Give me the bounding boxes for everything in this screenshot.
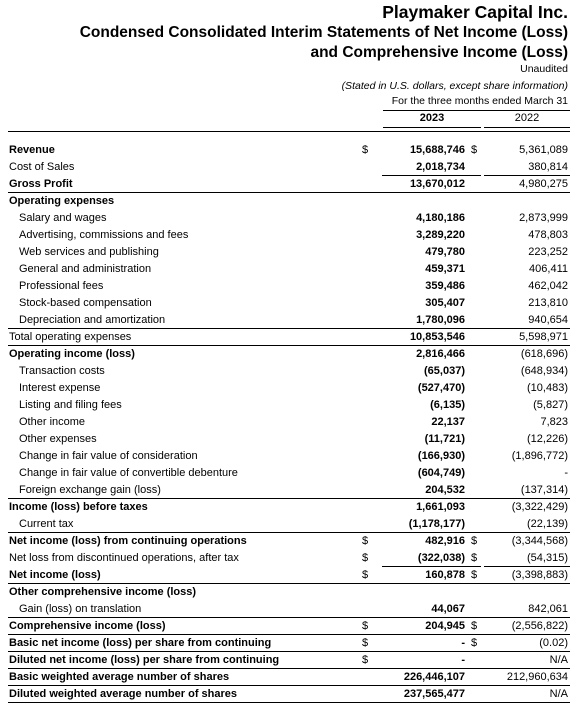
value-2023: 160,878 [425,569,465,581]
row-top-rule [8,651,570,652]
row-label: Web services and publishing [19,246,159,258]
value-2023: (166,930) [417,450,465,462]
subtotal-rule-2023 [382,175,481,176]
currency-symbol-2023: $ [362,535,369,547]
value-2022: (618,696) [520,348,568,360]
row-label: Interest expense [19,382,101,394]
table-row [0,176,577,193]
value-2023: 3,289,220 [416,229,465,241]
statement-table [0,142,577,703]
row-label: Total operating expenses [9,331,132,343]
row-top-rule [8,532,570,533]
value-2023: (604,749) [417,467,465,479]
row-label: Foreign exchange gain (loss) [19,484,161,496]
value-2023: (11,721) [424,433,465,445]
table-row [0,601,577,618]
value-2023: 359,486 [425,280,465,292]
row-label: Transaction costs [19,365,105,377]
value-2022: (2,556,822) [511,620,568,632]
table-row [0,312,577,329]
period-underline [383,110,570,111]
row-label: Stock-based compensation [19,297,152,309]
table-row [0,346,577,363]
table-row [0,686,577,703]
year-prior-header: 2022 [514,112,540,124]
value-2022: (1,896,772) [511,450,568,462]
row-label: Listing and filing fees [19,399,122,411]
value-2023: 15,688,746 [409,144,465,156]
value-2022: N/A [549,688,568,700]
table-row [0,550,577,567]
value-2022: (3,322,429) [511,501,568,513]
table-row [0,499,577,516]
table-row [0,567,577,584]
row-label: Gross Profit [9,178,73,190]
value-2022: (3,398,883) [511,569,568,581]
table-row [0,295,577,312]
row-top-rule [8,498,570,499]
table-row [0,278,577,295]
row-label: Other comprehensive income (loss) [9,586,197,598]
value-2023: - [461,654,465,666]
currency-symbol-2023: $ [362,654,369,666]
value-2023: 305,407 [425,297,465,309]
value-2023: (527,470) [417,382,465,394]
value-2022: (648,934) [520,365,568,377]
row-label: Gain (loss) on translation [19,603,142,615]
value-2023: 10,853,546 [409,331,465,343]
period-label: For the three months ended March 31 [391,95,568,107]
table-row [0,652,577,669]
row-label: Revenue [9,144,55,156]
value-2022: 5,361,089 [519,144,568,156]
value-2022: 223,252 [528,246,568,258]
value-2023: 204,945 [425,620,465,632]
value-2022: 4,980,275 [519,178,568,190]
value-2022: N/A [549,654,568,666]
value-2022: 380,814 [528,161,568,173]
table-row [0,482,577,499]
currency-symbol-2023: $ [362,144,369,156]
row-top-rule [8,634,570,635]
table-row [0,397,577,414]
table-row [0,669,577,686]
table-row [0,584,577,601]
row-top-rule [8,583,570,584]
value-2023: 459,371 [425,263,465,275]
row-label: Professional fees [19,280,104,292]
value-2022: (12,226) [527,433,568,445]
value-2022: 842,061 [528,603,568,615]
value-2023: 482,916 [425,535,465,547]
value-2023: (322,038) [417,552,465,564]
statement-title-line1: Condensed Consolidated Interim Statements of Net Income (Loss) [79,24,568,41]
row-label: Diluted net income (loss) per share from continuing [9,654,280,666]
value-2022: (22,139) [527,518,568,530]
row-label: Comprehensive income (loss) [9,620,166,632]
value-2022: - [564,467,568,479]
value-2022: 2,873,999 [519,212,568,224]
currency-symbol-2023: $ [362,569,369,581]
row-top-rule [8,192,570,193]
row-top-rule [8,668,570,669]
row-label: Other income [19,416,86,428]
row-label: Net income (loss) from continuing operations [9,535,247,547]
table-row [0,533,577,550]
row-label: Salary and wages [19,212,107,224]
value-2022: 212,960,634 [506,671,568,683]
table-row [0,448,577,465]
table-row [0,329,577,346]
value-2023: 2,816,466 [416,348,465,360]
value-2022: (10,483) [527,382,568,394]
row-label: Change in fair value of consideration [19,450,198,462]
value-2022: 7,823 [540,416,568,428]
table-row [0,193,577,210]
table-row [0,244,577,261]
table-row [0,380,577,397]
value-2022: 5,598,971 [519,331,568,343]
table-row [0,261,577,278]
value-2022: 406,411 [529,263,568,275]
row-label: Depreciation and amortization [19,314,166,326]
row-bottom-rule [8,702,570,703]
row-label: Current tax [19,518,74,530]
table-row [0,516,577,533]
value-2022: (5,827) [533,399,568,411]
value-2022: (54,315) [527,552,568,564]
value-2023: 204,532 [425,484,465,496]
table-row [0,227,577,244]
table-row [0,465,577,482]
value-2022: 213,810 [528,297,568,309]
subtotal-rule-2022 [484,175,570,176]
value-2023: 44,067 [431,603,465,615]
row-label: Operating income (loss) [9,348,135,360]
value-2023: (65,037) [424,365,465,377]
row-label: Diluted weighted average number of shares [9,688,238,700]
header-rule [8,131,570,132]
value-2023: 22,137 [431,416,465,428]
year-current-header: 2023 [419,112,445,124]
year-prior-underline [484,127,570,128]
table-row [0,635,577,652]
row-label: Net income (loss) [9,569,101,581]
row-top-rule [8,617,570,618]
currency-symbol-2022: $ [471,535,478,547]
row-label: Other expenses [19,433,97,445]
value-2023: 1,661,093 [416,501,465,513]
table-row [0,414,577,431]
table-row [0,363,577,380]
currency-symbol-2022: $ [471,637,478,649]
value-2023: 2,018,734 [416,161,465,173]
value-2023: 237,565,477 [403,688,465,700]
row-label: Advertising, commissions and fees [19,229,189,241]
table-row [0,142,577,159]
row-label: General and administration [19,263,152,275]
currency-symbol-2023: $ [362,620,369,632]
currency-symbol-2022: $ [471,144,478,156]
currency-symbol-2023: $ [362,637,369,649]
value-2022: 478,803 [528,229,568,241]
row-label: Change in fair value of convertible debenture [19,467,238,479]
currency-symbol-2022: $ [471,552,478,564]
row-label: Basic net income (loss) per share from continuing [9,637,272,649]
row-top-rule [8,328,570,329]
currency-note: (Stated in U.S. dollars, except share information) [341,80,568,92]
value-2023: 226,446,107 [403,671,465,683]
table-row [0,159,577,176]
year-current-underline [383,127,481,128]
currency-symbol-2022: $ [471,569,478,581]
row-label: Income (loss) before taxes [9,501,148,513]
row-top-rule [8,345,570,346]
subtotal-rule-2023 [382,566,481,567]
currency-symbol-2022: $ [471,620,478,632]
subtotal-rule-2022 [484,566,570,567]
value-2022: (0.02) [539,637,568,649]
row-top-rule [8,685,570,686]
value-2023: (6,135) [430,399,465,411]
value-2023: 479,780 [425,246,465,258]
value-2022: (137,314) [520,484,568,496]
table-row [0,210,577,227]
row-label: Cost of Sales [9,161,75,173]
value-2023: 13,670,012 [409,178,465,190]
table-row [0,431,577,448]
value-2023: - [461,637,465,649]
currency-symbol-2023: $ [362,552,369,564]
value-2022: 940,654 [528,314,568,326]
value-2023: 1,780,096 [416,314,465,326]
statement-title-line2: and Comprehensive Income (Loss) [310,44,568,61]
row-label: Basic weighted average number of shares [9,671,230,683]
unaudited-note: Unaudited [520,63,568,75]
value-2022: (3,344,568) [511,535,568,547]
value-2023: (1,178,177) [408,518,465,530]
row-label: Net loss from discontinued operations, after tax [9,552,239,564]
row-label: Operating expenses [9,195,115,207]
table-row [0,618,577,635]
company-name: Playmaker Capital Inc. [382,2,568,22]
value-2022: 462,042 [528,280,568,292]
value-2023: 4,180,186 [416,212,465,224]
